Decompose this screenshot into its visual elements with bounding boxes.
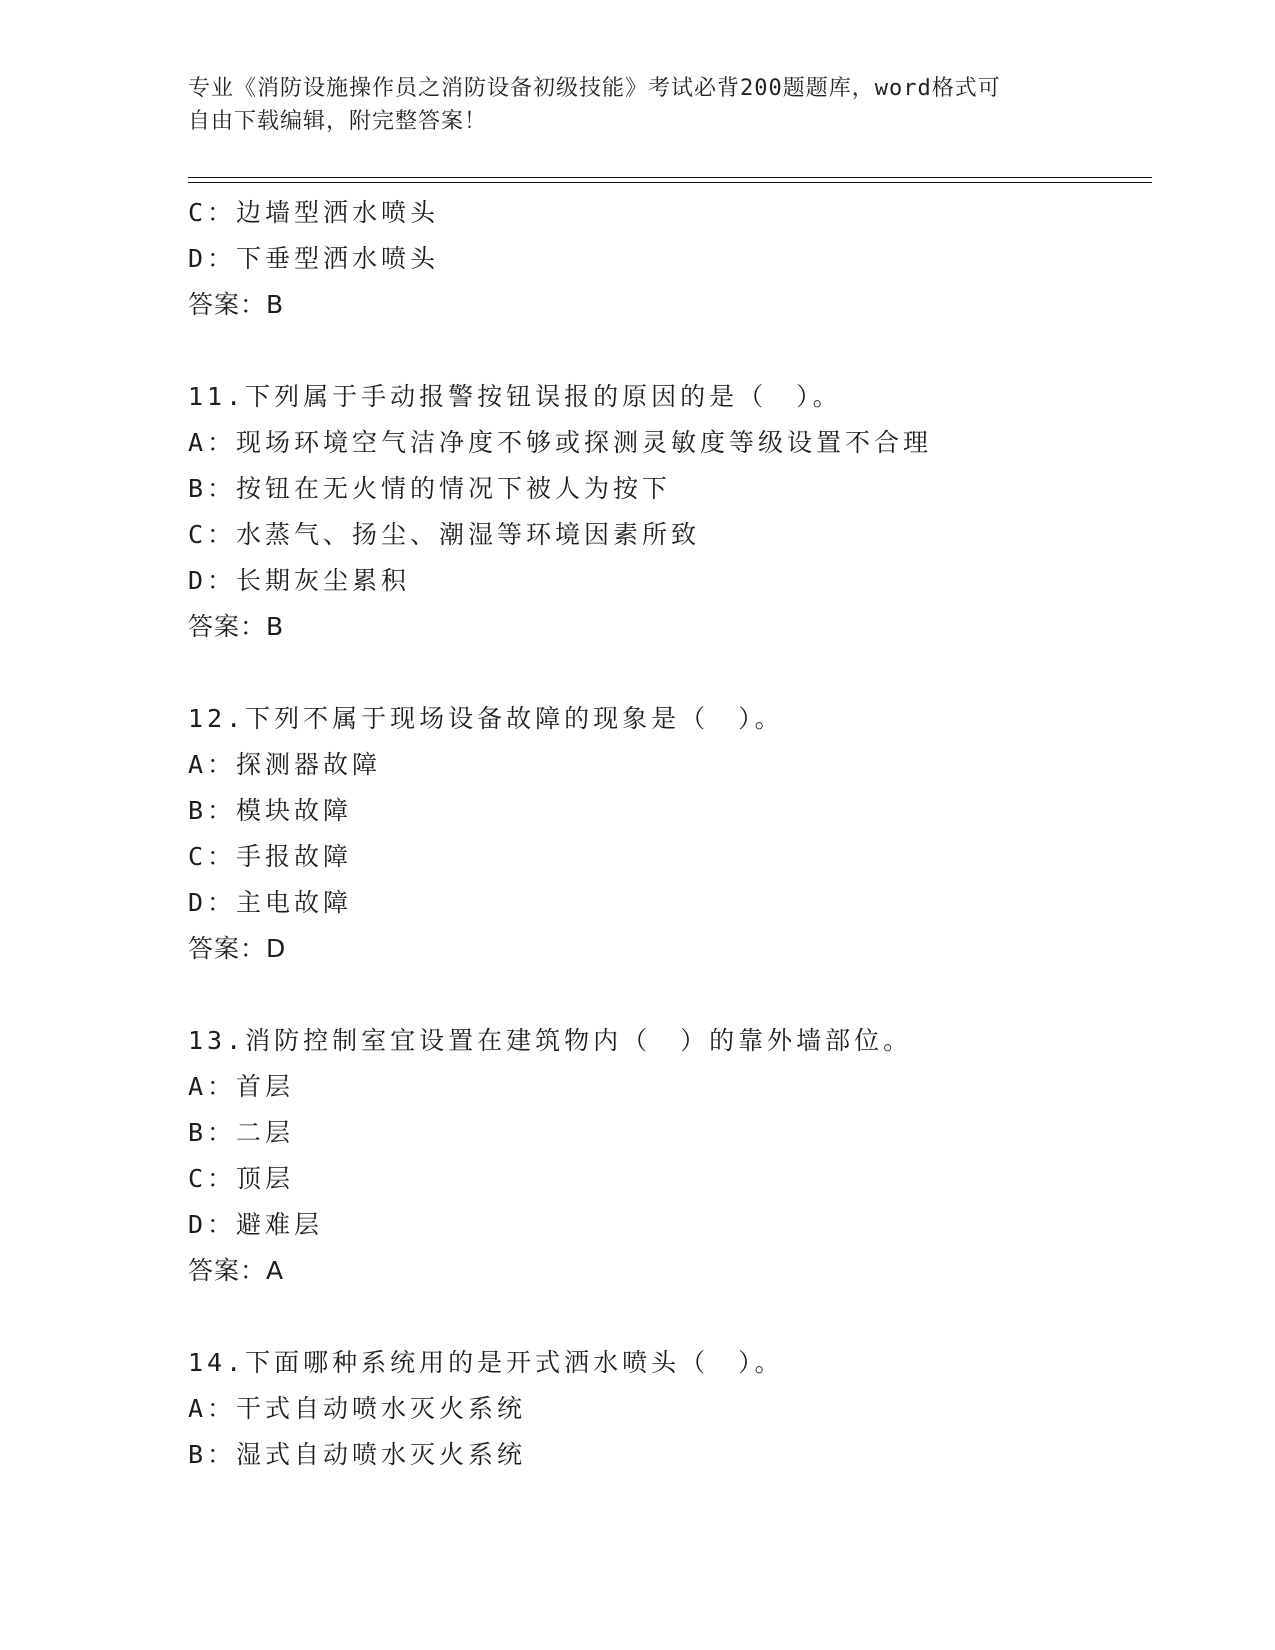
question-stem: 14.下面哪种系统用的是开式洒水喷头（ ）。	[188, 1348, 784, 1377]
option-b: B：二层	[188, 1118, 295, 1147]
option-c: C：手报故障	[188, 842, 353, 871]
question-block-11	[188, 374, 1148, 650]
header-divider-top	[188, 177, 1152, 178]
header-line-2: 自由下载编辑，附完整答案！	[188, 109, 488, 134]
spacer	[188, 972, 1148, 1018]
option-d: D：长期灰尘累积	[188, 566, 411, 595]
spacer	[188, 650, 1148, 696]
answer-line: 答案：D	[188, 934, 287, 963]
spacer	[188, 1294, 1148, 1340]
option-c: C：边墙型洒水喷头	[188, 198, 440, 227]
document-header	[188, 72, 1088, 138]
question-stem: 13.消防控制室宜设置在建筑物内（ ）的靠外墙部位。	[188, 1026, 913, 1055]
answer-line: 答案：A	[188, 1256, 285, 1285]
question-block-14	[188, 1340, 1148, 1478]
option-c: C：水蒸气、扬尘、潮湿等环境因素所致	[188, 520, 701, 549]
header-line-1: 专业《消防设施操作员之消防设备初级技能》考试必背200题题库，word格式可	[188, 76, 1001, 101]
question-list	[188, 190, 1148, 1478]
option-d: D：下垂型洒水喷头	[188, 244, 440, 273]
option-a: A：首层	[188, 1072, 295, 1101]
question-stem: 12.下列不属于现场设备故障的现象是（ ）。	[188, 704, 784, 733]
option-a: A：干式自动喷水灭火系统	[188, 1394, 527, 1423]
spacer	[188, 328, 1148, 374]
option-d: D：避难层	[188, 1210, 324, 1239]
question-block-partial	[188, 190, 1148, 328]
option-b: B：模块故障	[188, 796, 353, 825]
question-stem: 11.下列属于手动报警按钮误报的原因的是（ ）。	[188, 382, 842, 411]
option-d: D：主电故障	[188, 888, 353, 917]
answer-line: 答案：B	[188, 612, 285, 641]
header-divider-bottom	[188, 182, 1152, 183]
option-a: A：现场环境空气洁净度不够或探测灵敏度等级设置不合理	[188, 428, 933, 457]
answer-line: 答案：B	[188, 290, 285, 319]
option-b: B：湿式自动喷水灭火系统	[188, 1440, 527, 1469]
option-b: B：按钮在无火情的情况下被人为按下	[188, 474, 672, 503]
option-a: A：探测器故障	[188, 750, 382, 779]
option-c: C：顶层	[188, 1164, 295, 1193]
question-block-13	[188, 1018, 1148, 1294]
question-block-12	[188, 696, 1148, 972]
